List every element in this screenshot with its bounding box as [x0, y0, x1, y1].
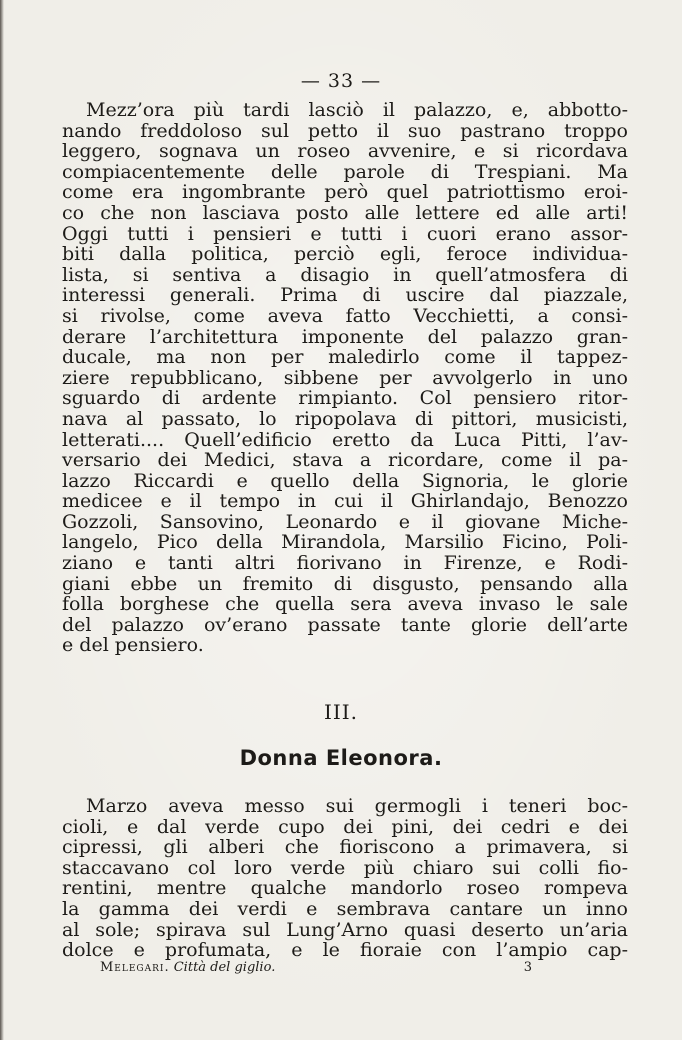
text-line: ziere repubblicano, sibbene per avvolgerlo in uno [62, 366, 628, 389]
text-line: co che non lasciava posto alle lettere ed alle arti! [62, 201, 628, 224]
text-line: ziano e tanti altri fiorivano in Firenze, e Rodi- [62, 552, 628, 575]
text-line: come era ingombrante però quel patriottismo eroi- [62, 181, 628, 204]
text-line: derare l’architettura imponente del palazzo gran- [62, 325, 628, 348]
text-line: letterati.... Quell’edificio eretto da Luca Pitti, l’av- [62, 428, 628, 451]
text-line: Oggi tutti i pensieri e tutti i cuori erano assor- [62, 222, 628, 245]
paragraph-1 [62, 100, 628, 656]
text-line: cipressi, gli alberi che fioriscono a primavera, si [62, 836, 628, 859]
text-line: compiacentemente delle parole di Trespiani. Ma [62, 160, 628, 183]
text-line: sguardo di ardente rimpianto. Col pensiero ritor- [62, 387, 628, 410]
text-line: lazzo Riccardi e quello della Signoria, le glorie [62, 469, 628, 492]
text-line: Marzo aveva messo sui germogli i teneri boc- [86, 795, 628, 817]
text-line: al sole; spirava sul Lung’Arno quasi deserto un’aria [62, 918, 628, 941]
text-line: Gozzoli, Sansovino, Leonardo e il giovane Miche- [62, 510, 628, 533]
page-spine-shadow [0, 0, 4, 1040]
signature-author: Melegari. [100, 960, 170, 975]
text-line: interessi generali. Prima di uscire dal piazzale, [62, 284, 628, 307]
text-line: folla borghese che quella sera aveva invaso le sale [62, 593, 628, 616]
text-line: del palazzo ov’erano passate tante glorie dell’arte [62, 613, 628, 636]
text-line: leggero, sognava un roseo avvenire, e si ricordava [62, 140, 628, 163]
text-line: e del pensiero. [62, 634, 204, 657]
signature-mark: 3 [523, 960, 532, 975]
text-line: nava al passato, lo ripopolava di pittori, musicisti, [62, 407, 628, 430]
paragraph-2 [62, 796, 628, 961]
page-number: — 33 — [300, 70, 382, 92]
text-line: dolce e profumata, e le fioraie con l’ampio cap- [62, 939, 628, 962]
text-line: staccavano col loro verde più chiaro sui colli fio- [62, 856, 628, 879]
text-line: la gamma dei verdi e sembrava cantare un inno [62, 897, 628, 920]
printer-signature-line [100, 960, 532, 975]
text-line: nando freddoloso sul petto il suo pastrano troppo [62, 119, 628, 142]
text-line: versario dei Medici, stava a ricordare, come il pa- [62, 449, 628, 472]
text-line: lista, si sentiva a disagio in quell’atmosfera di [62, 263, 628, 286]
signature-text [100, 960, 275, 975]
text-line: biti dalla politica, perciò egli, feroce individua- [62, 243, 628, 266]
text-line: cioli, e dal verde cupo dei pini, dei cedri e dei [62, 815, 628, 838]
text-line: giani ebbe un fremito di disgusto, pensando alla [62, 572, 628, 595]
text-line: medicee e il tempo in cui il Ghirlandajo, Benozzo [62, 490, 628, 513]
chapter-title: Donna Eleonora. [239, 746, 443, 770]
signature-book-title: Città del giglio. [173, 960, 276, 975]
text-line: rentini, mentre qualche mandorlo roseo rompeva [62, 877, 628, 900]
text-line: ducale, ma non per maledirlo come il tappez- [62, 346, 628, 369]
text-line: Mezz’ora più tardi lasciò il palazzo, e, abbotto- [86, 99, 628, 121]
chapter-numeral: III. [323, 700, 359, 724]
text-line: si rivolse, come aveva fatto Vecchietti, a consi- [62, 304, 628, 327]
text-line: langelo, Pico della Mirandola, Marsilio Ficino, Poli- [62, 531, 628, 554]
